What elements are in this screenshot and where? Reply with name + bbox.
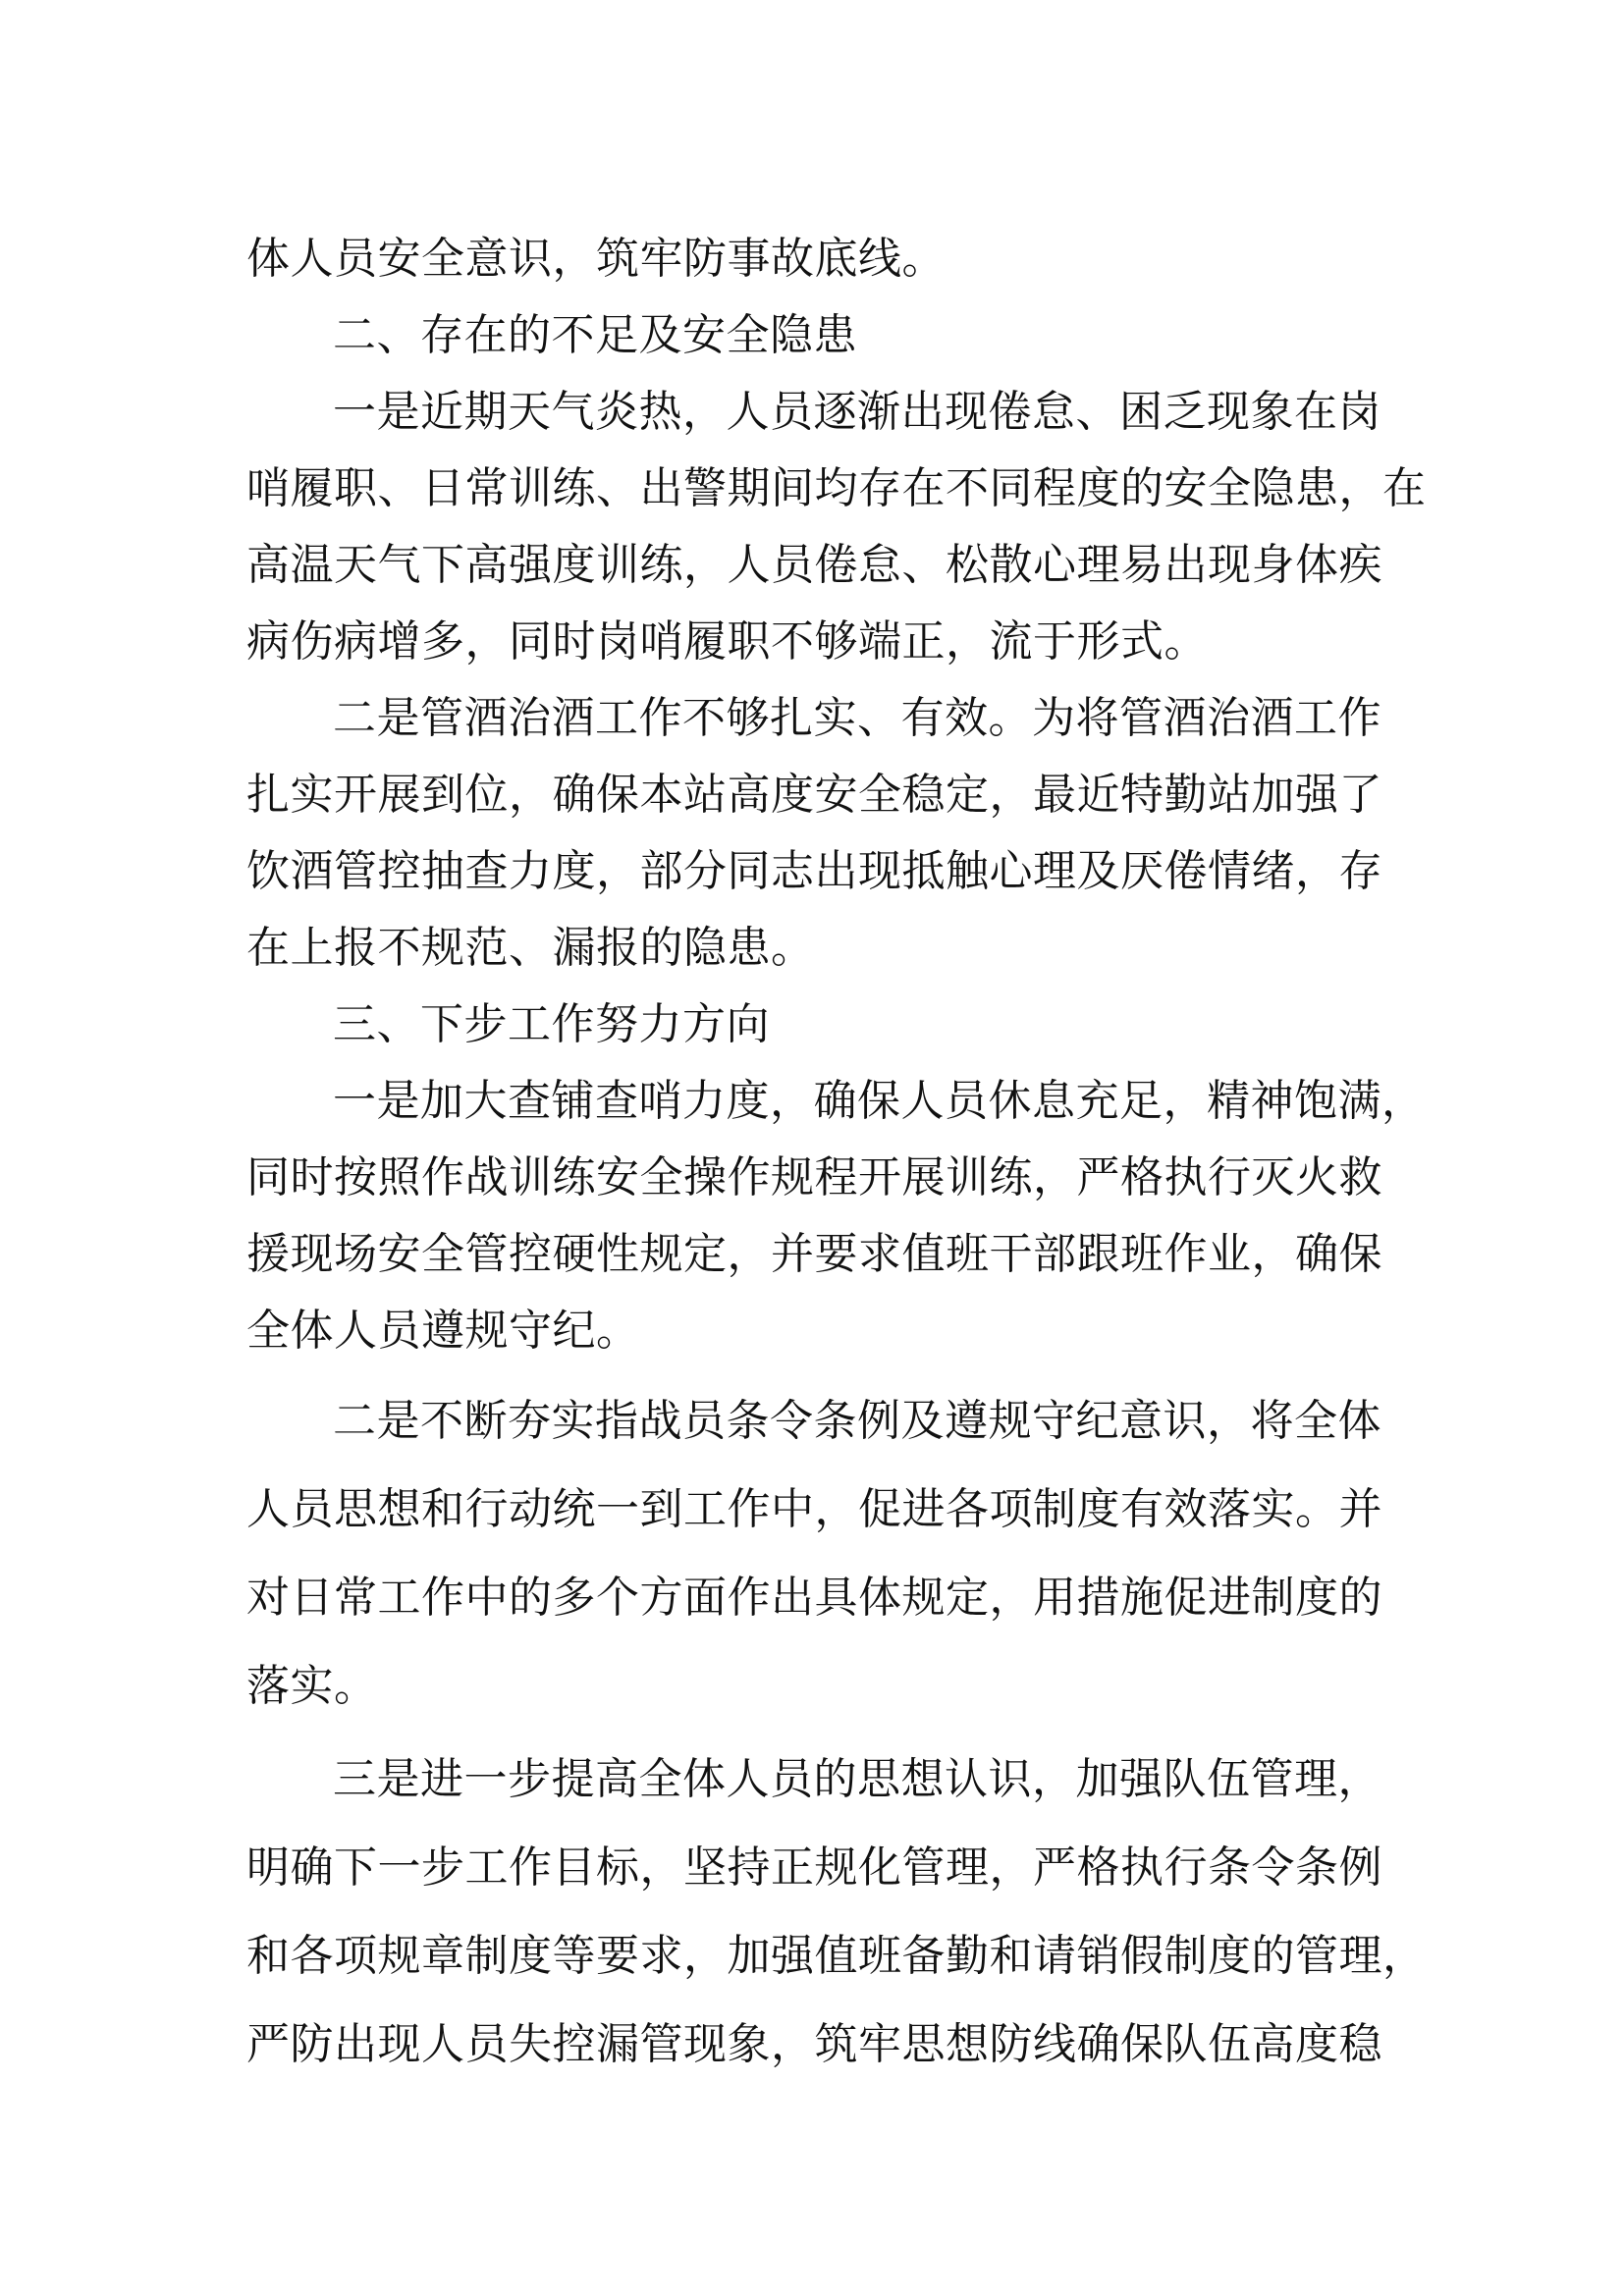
paragraph-line: 全体人员遵规守纪。 bbox=[246, 1306, 640, 1356]
paragraph-line: 一是加大查铺查哨力度，确保人员休息充足，精神饱满， bbox=[333, 1076, 1426, 1126]
paragraph-line: 病伤病增多，同时岗哨履职不够端正，流于形式。 bbox=[246, 616, 1208, 667]
paragraph-line: 饮酒管控抽查力度，部分同志出现抵触心理及厌倦情绪，存 bbox=[246, 846, 1382, 896]
paragraph-line: 对日常工作中的多个方面作出具体规定，用措施促进制度的 bbox=[246, 1573, 1382, 1623]
paragraph-line: 体人员安全意识，筑牢防事故底线。 bbox=[246, 234, 946, 284]
paragraph-line: 二是管酒治酒工作不够扎实、有效。为将管酒治酒工作 bbox=[333, 693, 1381, 743]
paragraph-line: 在上报不规范、漏报的隐患。 bbox=[246, 923, 815, 973]
section-heading: 二、存在的不足及安全隐患 bbox=[333, 310, 857, 360]
paragraph-line: 严防出现人员失控漏管现象，筑牢思想防线确保队伍高度稳 bbox=[246, 2019, 1382, 2069]
paragraph-line: 高温天气下高强度训练，人员倦怠、松散心理易出现身体疾 bbox=[246, 540, 1382, 590]
section-heading: 三、下步工作努力方向 bbox=[333, 999, 770, 1049]
paragraph-line: 明确下一步工作目标，坚持正规化管理，严格执行条令条例 bbox=[246, 1842, 1382, 1893]
paragraph-line: 和各项规章制度等要求，加强值班备勤和请销假制度的管理， bbox=[246, 1931, 1427, 1981]
paragraph-line: 援现场安全管控硬性规定，并要求值班干部跟班作业，确保 bbox=[246, 1229, 1382, 1279]
paragraph-line: 一是近期天气炎热，人员逐渐出现倦怠、困乏现象在岗 bbox=[333, 387, 1381, 437]
paragraph-line: 三是进一步提高全体人员的思想认识，加强队伍管理， bbox=[333, 1754, 1381, 1804]
paragraph-line: 同时按照作战训练安全操作规程开展训练，严格执行灭火救 bbox=[246, 1152, 1382, 1202]
paragraph-line: 落实。 bbox=[246, 1661, 378, 1711]
paragraph-line: 扎实开展到位，确保本站高度安全稳定，最近特勤站加强了 bbox=[246, 770, 1382, 820]
paragraph-line: 哨履职、日常训练、出警期间均存在不同程度的安全隐患，在 bbox=[246, 463, 1427, 513]
paragraph-line: 二是不断夯实指战员条令条例及遵规守纪意识，将全体 bbox=[333, 1396, 1381, 1446]
paragraph-line: 人员思想和行动统一到工作中，促进各项制度有效落实。并 bbox=[246, 1484, 1382, 1534]
